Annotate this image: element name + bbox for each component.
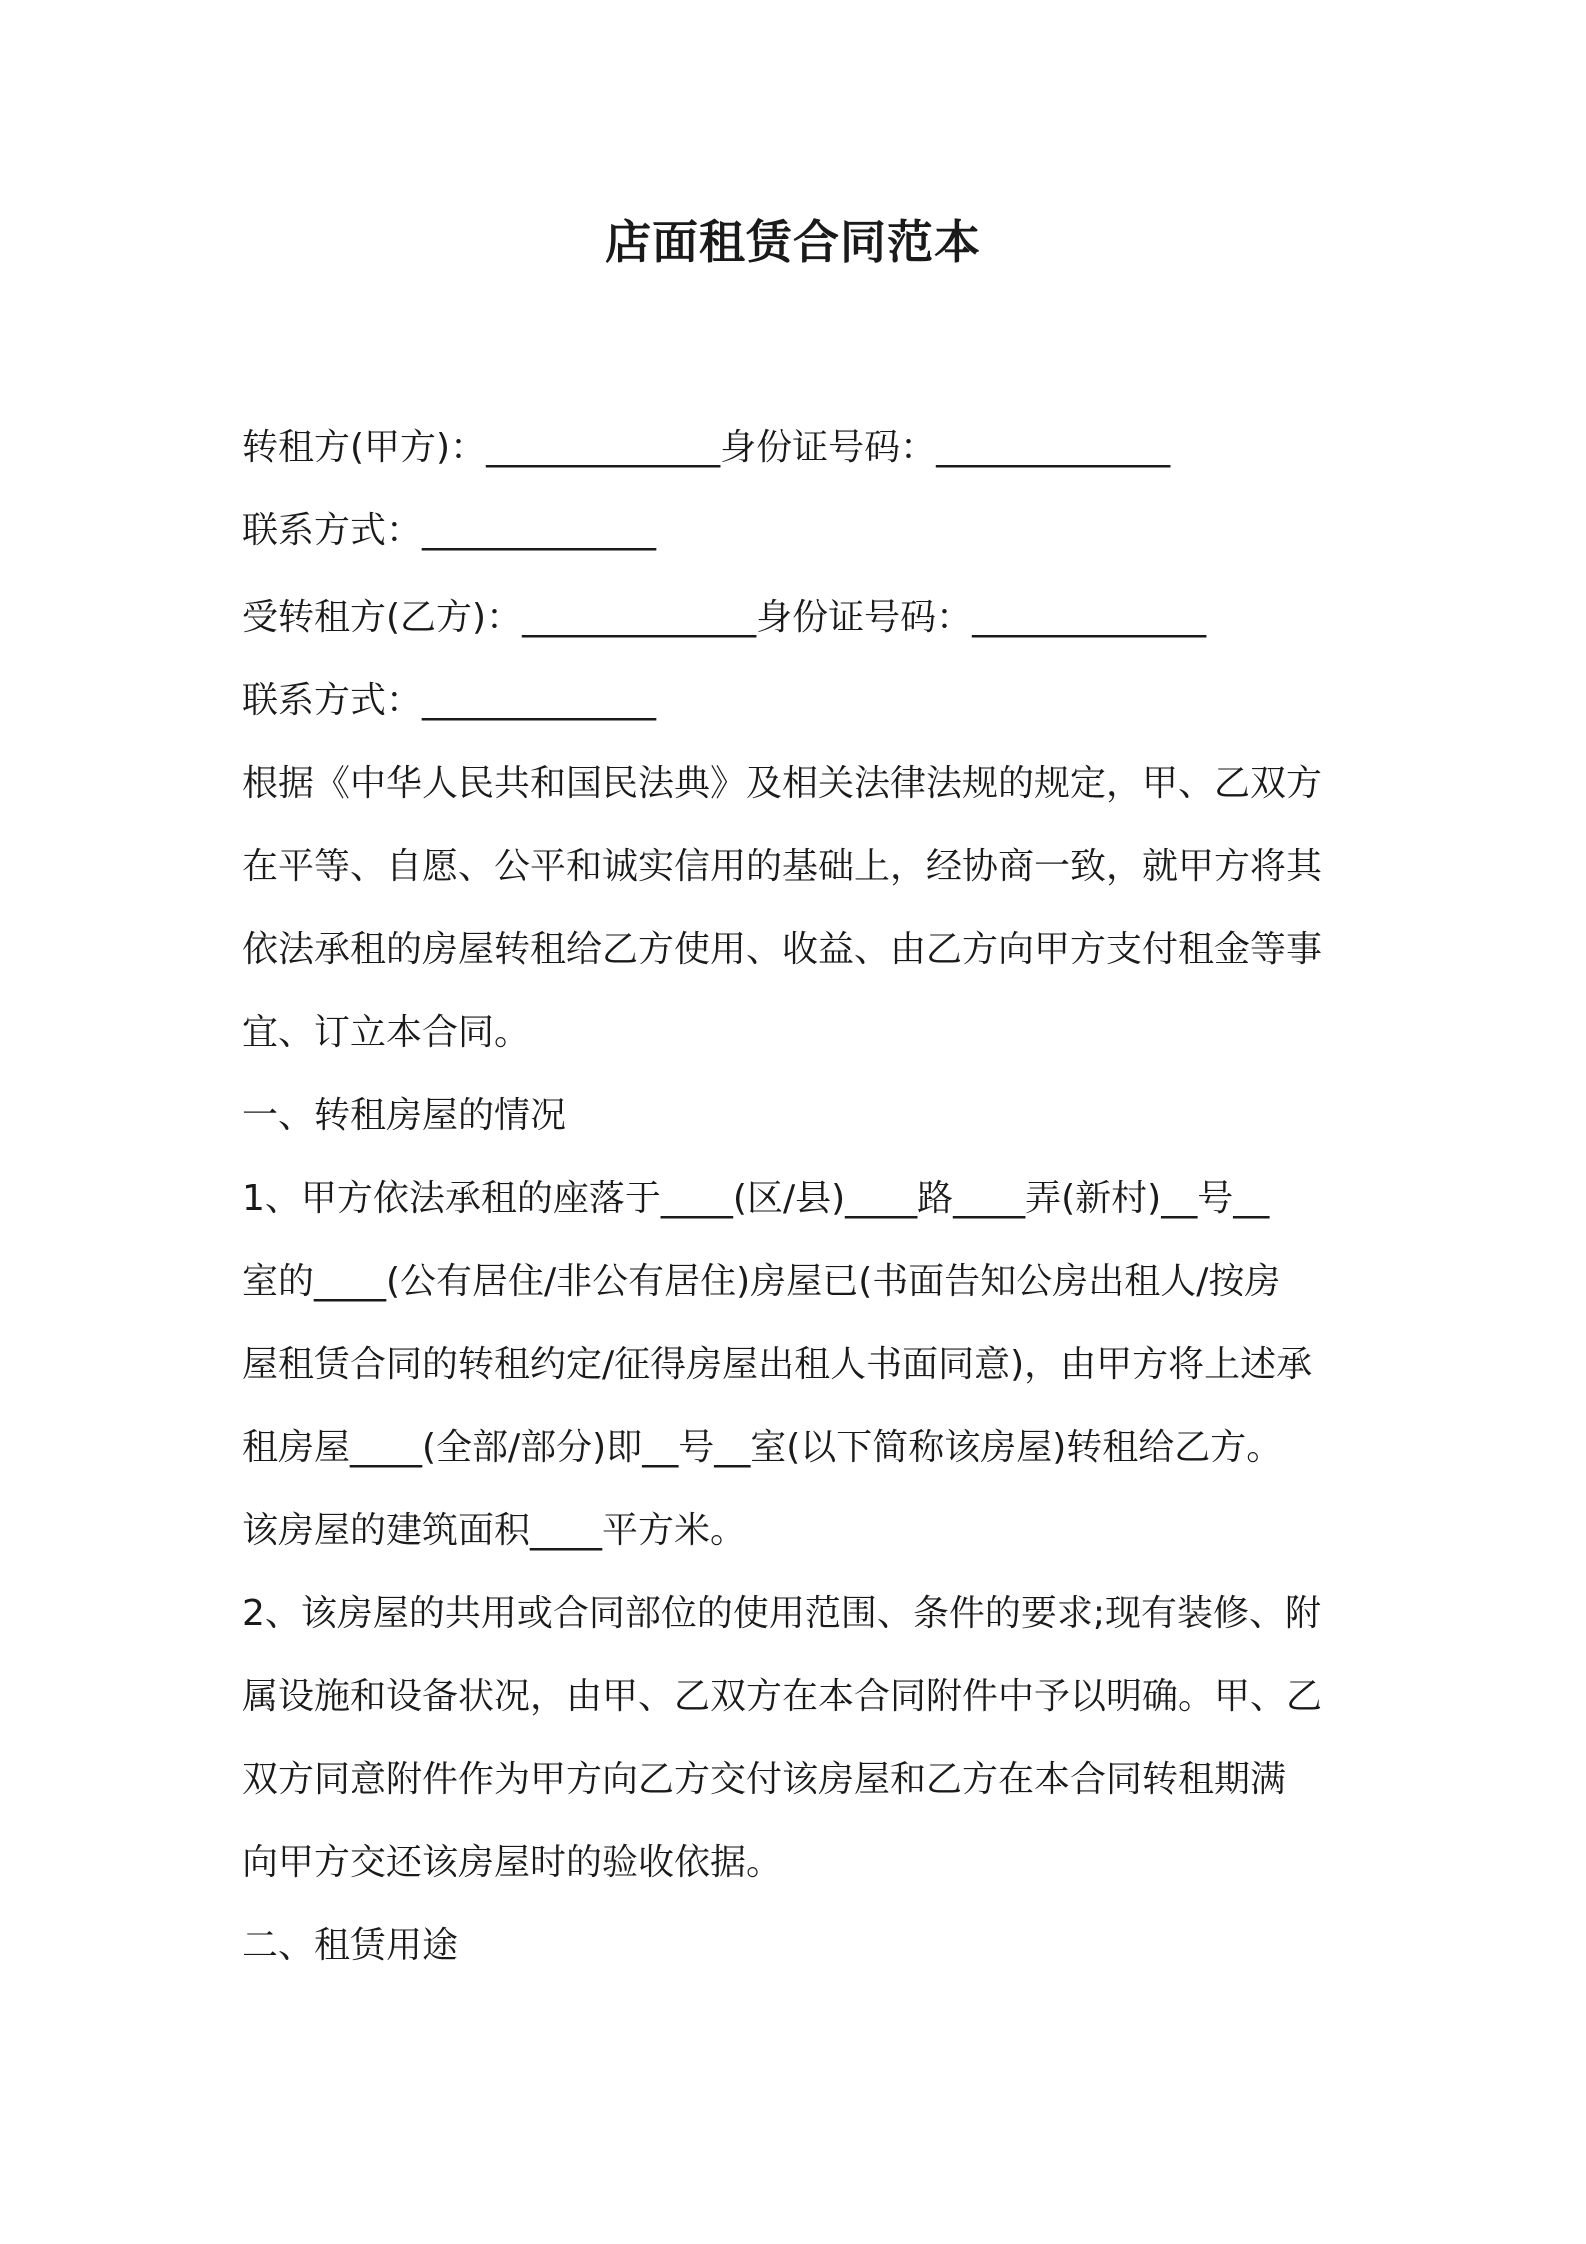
paragraph-line: 室的____(公有居住/非公有居住)房屋已(书面告知公房出租人/按房 [242, 1261, 1281, 1302]
document-body [242, 406, 1362, 1987]
paragraph-line: 租房屋____(全部/部分)即__号__室(以下简称该房屋)转租给乙方。 [242, 1427, 1283, 1468]
paragraph-line: 依法承租的房屋转租给乙方使用、收益、由乙方向甲方支付租金等事 [242, 929, 1323, 970]
document-title: 店面租赁合同范本 [605, 215, 981, 269]
paragraph-line: 2、该房屋的共用或合同部位的使用范围、条件的要求;现有装修、附 [242, 1593, 1322, 1634]
paragraph-line: 双方同意附件作为甲方向乙方交付该房屋和乙方在本合同转租期满 [242, 1759, 1287, 1800]
paragraph-line: 该房屋的建筑面积____平方米。 [242, 1510, 747, 1551]
party-b-line: 受转租方(乙方)：_____________身份证号码：_____________ [242, 597, 1207, 638]
paragraph-line: 向甲方交还该房屋时的验收依据。 [242, 1842, 783, 1883]
section-heading: 二、租赁用途 [242, 1925, 459, 1966]
paragraph-line: 在平等、自愿、公平和诚实信用的基础上，经协商一致，就甲方将其 [242, 846, 1323, 887]
party-b-contact-line: 联系方式：_____________ [242, 680, 657, 721]
paragraph-line: 属设施和设备状况，由甲、乙双方在本合同附件中予以明确。甲、乙 [242, 1676, 1323, 1717]
paragraph-line: 宜、订立本合同。 [242, 1012, 531, 1053]
party-a-line: 转租方(甲方)：_____________身份证号码：_____________ [242, 427, 1171, 468]
paragraph-line: 根据《中华人民共和国民法典》及相关法律法规的规定，甲、乙双方 [242, 763, 1323, 804]
paragraph-line: 1、甲方依法承租的座落于____(区/县)____路____弄(新村)__号__ [242, 1178, 1270, 1219]
party-a-contact-line: 联系方式：_____________ [242, 510, 657, 551]
section-heading: 一、转租房屋的情况 [242, 1095, 567, 1136]
paragraph-line: 屋租赁合同的转租约定/征得房屋出租人书面同意)，由甲方将上述承 [242, 1344, 1313, 1385]
